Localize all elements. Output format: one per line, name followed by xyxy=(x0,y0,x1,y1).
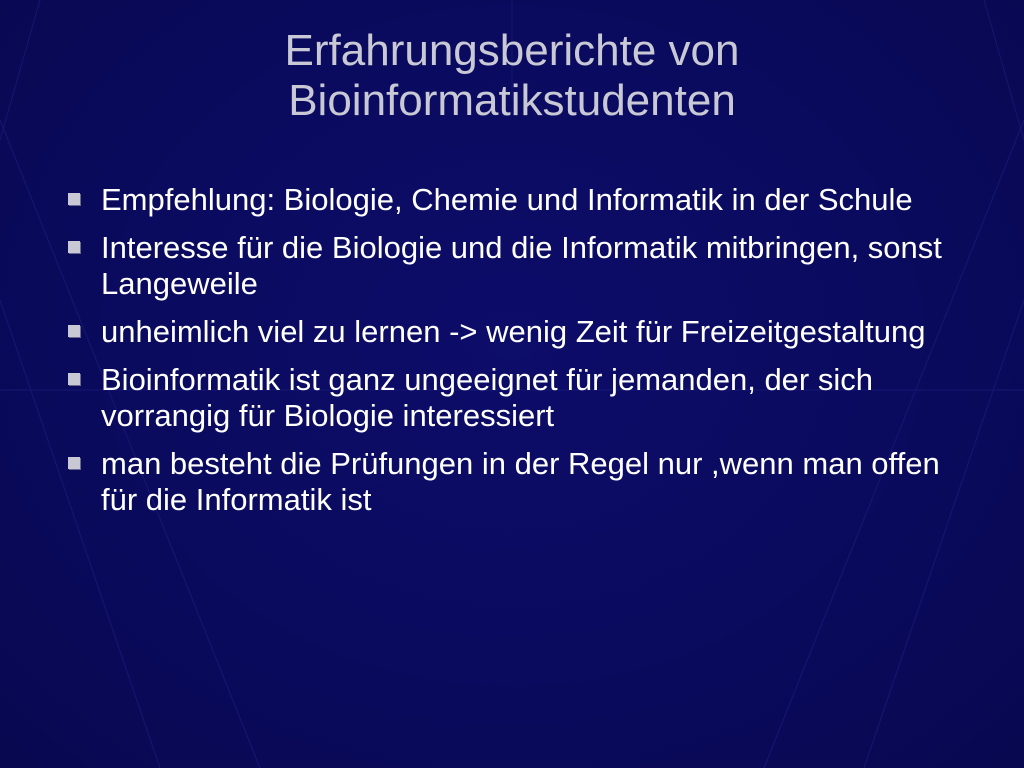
slide-title-line: Bioinformatikstudenten xyxy=(288,76,736,125)
slide-title-line: Erfahrungsberichte von xyxy=(284,26,740,75)
bullet-text: Empfehlung: Biologie, Chemie und Informatik in der Schule xyxy=(101,182,913,217)
bullet-text: Interesse für die Biologie und die Informatik mitbringen, sonst Langeweile xyxy=(101,230,942,301)
bullet-item xyxy=(64,230,964,302)
bullet-text: man besteht die Prüfungen in der Regel nur ,wenn man offen für die Informatik ist xyxy=(101,446,940,517)
square-bullet-icon xyxy=(68,241,80,253)
bullet-item xyxy=(64,182,964,218)
bullet-text: Bioinformatik ist ganz ungeeignet für jemanden, der sich vorrangig für Biologie interessiert xyxy=(101,362,873,433)
bullet-item xyxy=(64,314,964,350)
square-bullet-icon xyxy=(68,325,80,337)
bullet-item xyxy=(64,362,964,434)
square-bullet-icon xyxy=(68,193,80,205)
square-bullet-icon xyxy=(68,373,80,385)
bullet-text: unheimlich viel zu lernen -> wenig Zeit für Freizeitgestaltung xyxy=(101,314,926,349)
bullet-list xyxy=(64,182,964,530)
slide-title xyxy=(0,26,1024,126)
square-bullet-icon xyxy=(68,457,80,469)
bullet-item xyxy=(64,446,964,518)
